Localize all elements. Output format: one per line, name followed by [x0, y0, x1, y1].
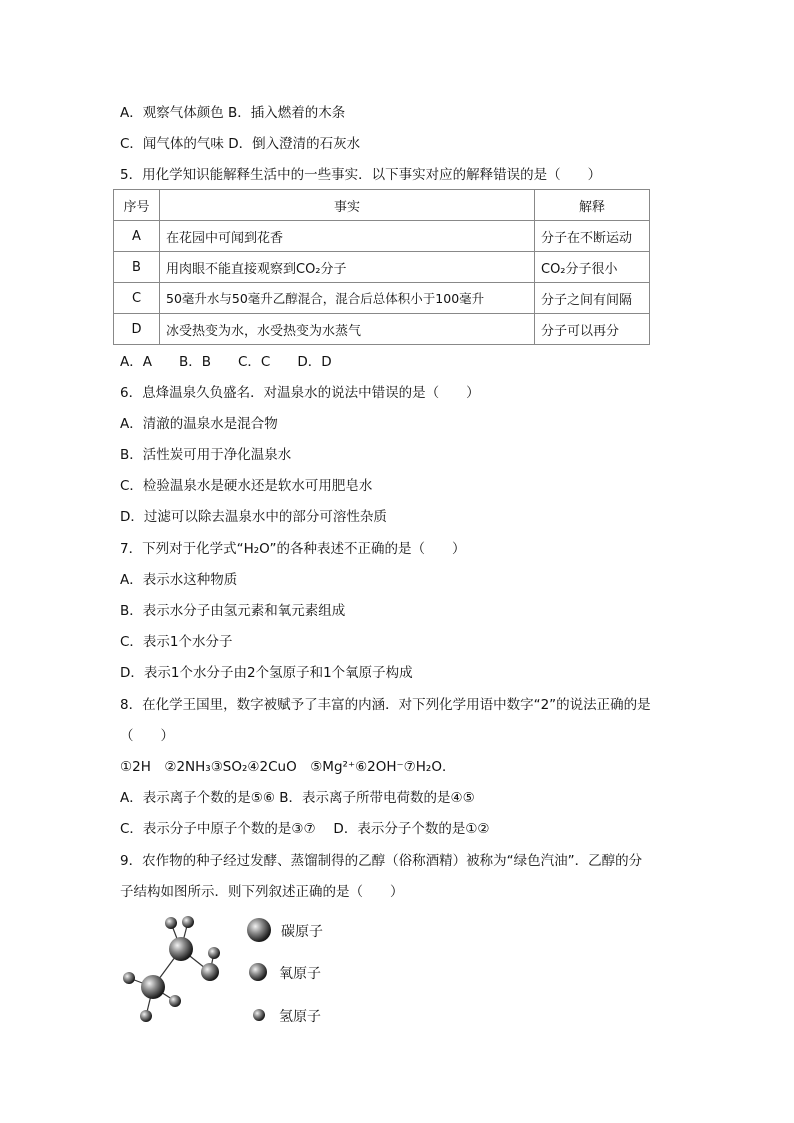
q7-option-b: B．表示水分子由氢元素和氧元素组成: [120, 603, 346, 619]
q9-stem: 9．农作物的种子经过发酵、蒸馏制得的乙醇（俗称酒精）被称为“绿色汽油”．乙醇的分: [120, 853, 643, 869]
q6-option-a: A．清澈的温泉水是混合物: [120, 416, 278, 432]
q6-option-d: D．过滤可以除去温泉水中的部分可溶性杂质: [120, 509, 387, 525]
q6-stem: 6．息烽温泉久负盛名．对温泉水的说法中错误的是（ ）: [120, 385, 480, 401]
table-row: [114, 252, 650, 283]
table-header-row: [114, 190, 650, 221]
carbon-atom: [169, 937, 193, 961]
hydrogen-atom: [140, 1010, 152, 1022]
row-explanation: 分子在不断运动: [535, 221, 650, 252]
q7-option-a: A．表示水这种物质: [120, 572, 238, 588]
row-explanation: 分子可以再分: [535, 314, 650, 345]
row-id: A: [114, 221, 160, 252]
q4-option-line-2: C．闻气体的气味 D．倒入澄清的石灰水: [120, 136, 361, 152]
row-id: B: [114, 252, 160, 283]
q7-option-c: C．表示1个水分子: [120, 634, 233, 650]
row-explanation: 分子之间有间隔: [535, 283, 650, 314]
q6-option-b: B．活性炭可用于净化温泉水: [120, 447, 292, 463]
q8-stem-continued: （ ）: [120, 728, 174, 744]
table-row: [114, 283, 650, 314]
ethanol-molecule-figure: [118, 908, 330, 1028]
hydrogen-atom: [165, 917, 177, 929]
legend-hydrogen-icon: [253, 1009, 265, 1021]
hydrogen-atom: [123, 972, 135, 984]
row-fact: 用肉眼不能直接观察到CO₂分子: [160, 252, 535, 283]
row-fact: 冰受热变为水，水受热变为水蒸气: [160, 314, 535, 345]
q5-stem: 5．用化学知识能解释生活中的一些事实．以下事实对应的解释错误的是（ ）: [120, 167, 602, 183]
row-explanation: CO₂分子很小: [535, 252, 650, 283]
q7-option-d: D．表示1个水分子由2个氢原子和1个氧原子构成: [120, 665, 413, 681]
legend-carbon-label: 碳原子: [281, 924, 323, 940]
q6-option-c: C．检验温泉水是硬水还是软水可用肥皂水: [120, 478, 373, 494]
header-explanation: 解释: [535, 190, 650, 221]
header-fact: 事实: [160, 190, 535, 221]
legend-oxygen-icon: [249, 963, 267, 981]
q8-options-cd: C．表示分子中原子个数的是③⑦ D．表示分子个数的是①②: [120, 821, 490, 837]
q8-stem: 8．在化学王国里，数字被赋予了丰富的内涵．对下列化学用语中数字“2”的说法正确的是: [120, 697, 651, 713]
q5-options: A．A B．B C．C D．D: [120, 354, 332, 370]
q8-options-ab: A．表示离子个数的是⑤⑥ B．表示离子所带电荷数的是④⑤: [120, 790, 475, 806]
q8-chemical-terms: ①2H ②2NH₃③SO₂④2CuO ⑤Mg²⁺⑥2OH⁻⑦H₂O．: [120, 759, 456, 775]
carbon-atom: [141, 975, 165, 999]
q4-option-line-1: A．观察气体颜色 B．插入燃着的木条: [120, 105, 346, 121]
legend-oxygen-label: 氧原子: [279, 966, 321, 982]
q9-stem-continued: 子结构如图所示．则下列叙述正确的是（ ）: [120, 884, 404, 900]
q7-stem: 7．下列对于化学式“H₂O”的各种表述不正确的是（ ）: [120, 541, 466, 557]
row-id: D: [114, 314, 160, 345]
hydrogen-atom: [182, 916, 194, 928]
legend-carbon-icon: [247, 918, 271, 942]
table-row: [114, 314, 650, 345]
header-number: 序号: [114, 190, 160, 221]
row-id: C: [114, 283, 160, 314]
hydrogen-atom: [208, 947, 220, 959]
legend-hydrogen-label: 氢原子: [279, 1009, 321, 1025]
row-fact: 在花园中可闻到花香: [160, 221, 535, 252]
row-fact: 50毫升水与50毫升乙醇混合，混合后总体积小于100毫升: [160, 283, 535, 314]
oxygen-atom: [201, 963, 219, 981]
hydrogen-atom: [169, 995, 181, 1007]
q5-facts-table: [113, 189, 650, 345]
table-row: [114, 221, 650, 252]
